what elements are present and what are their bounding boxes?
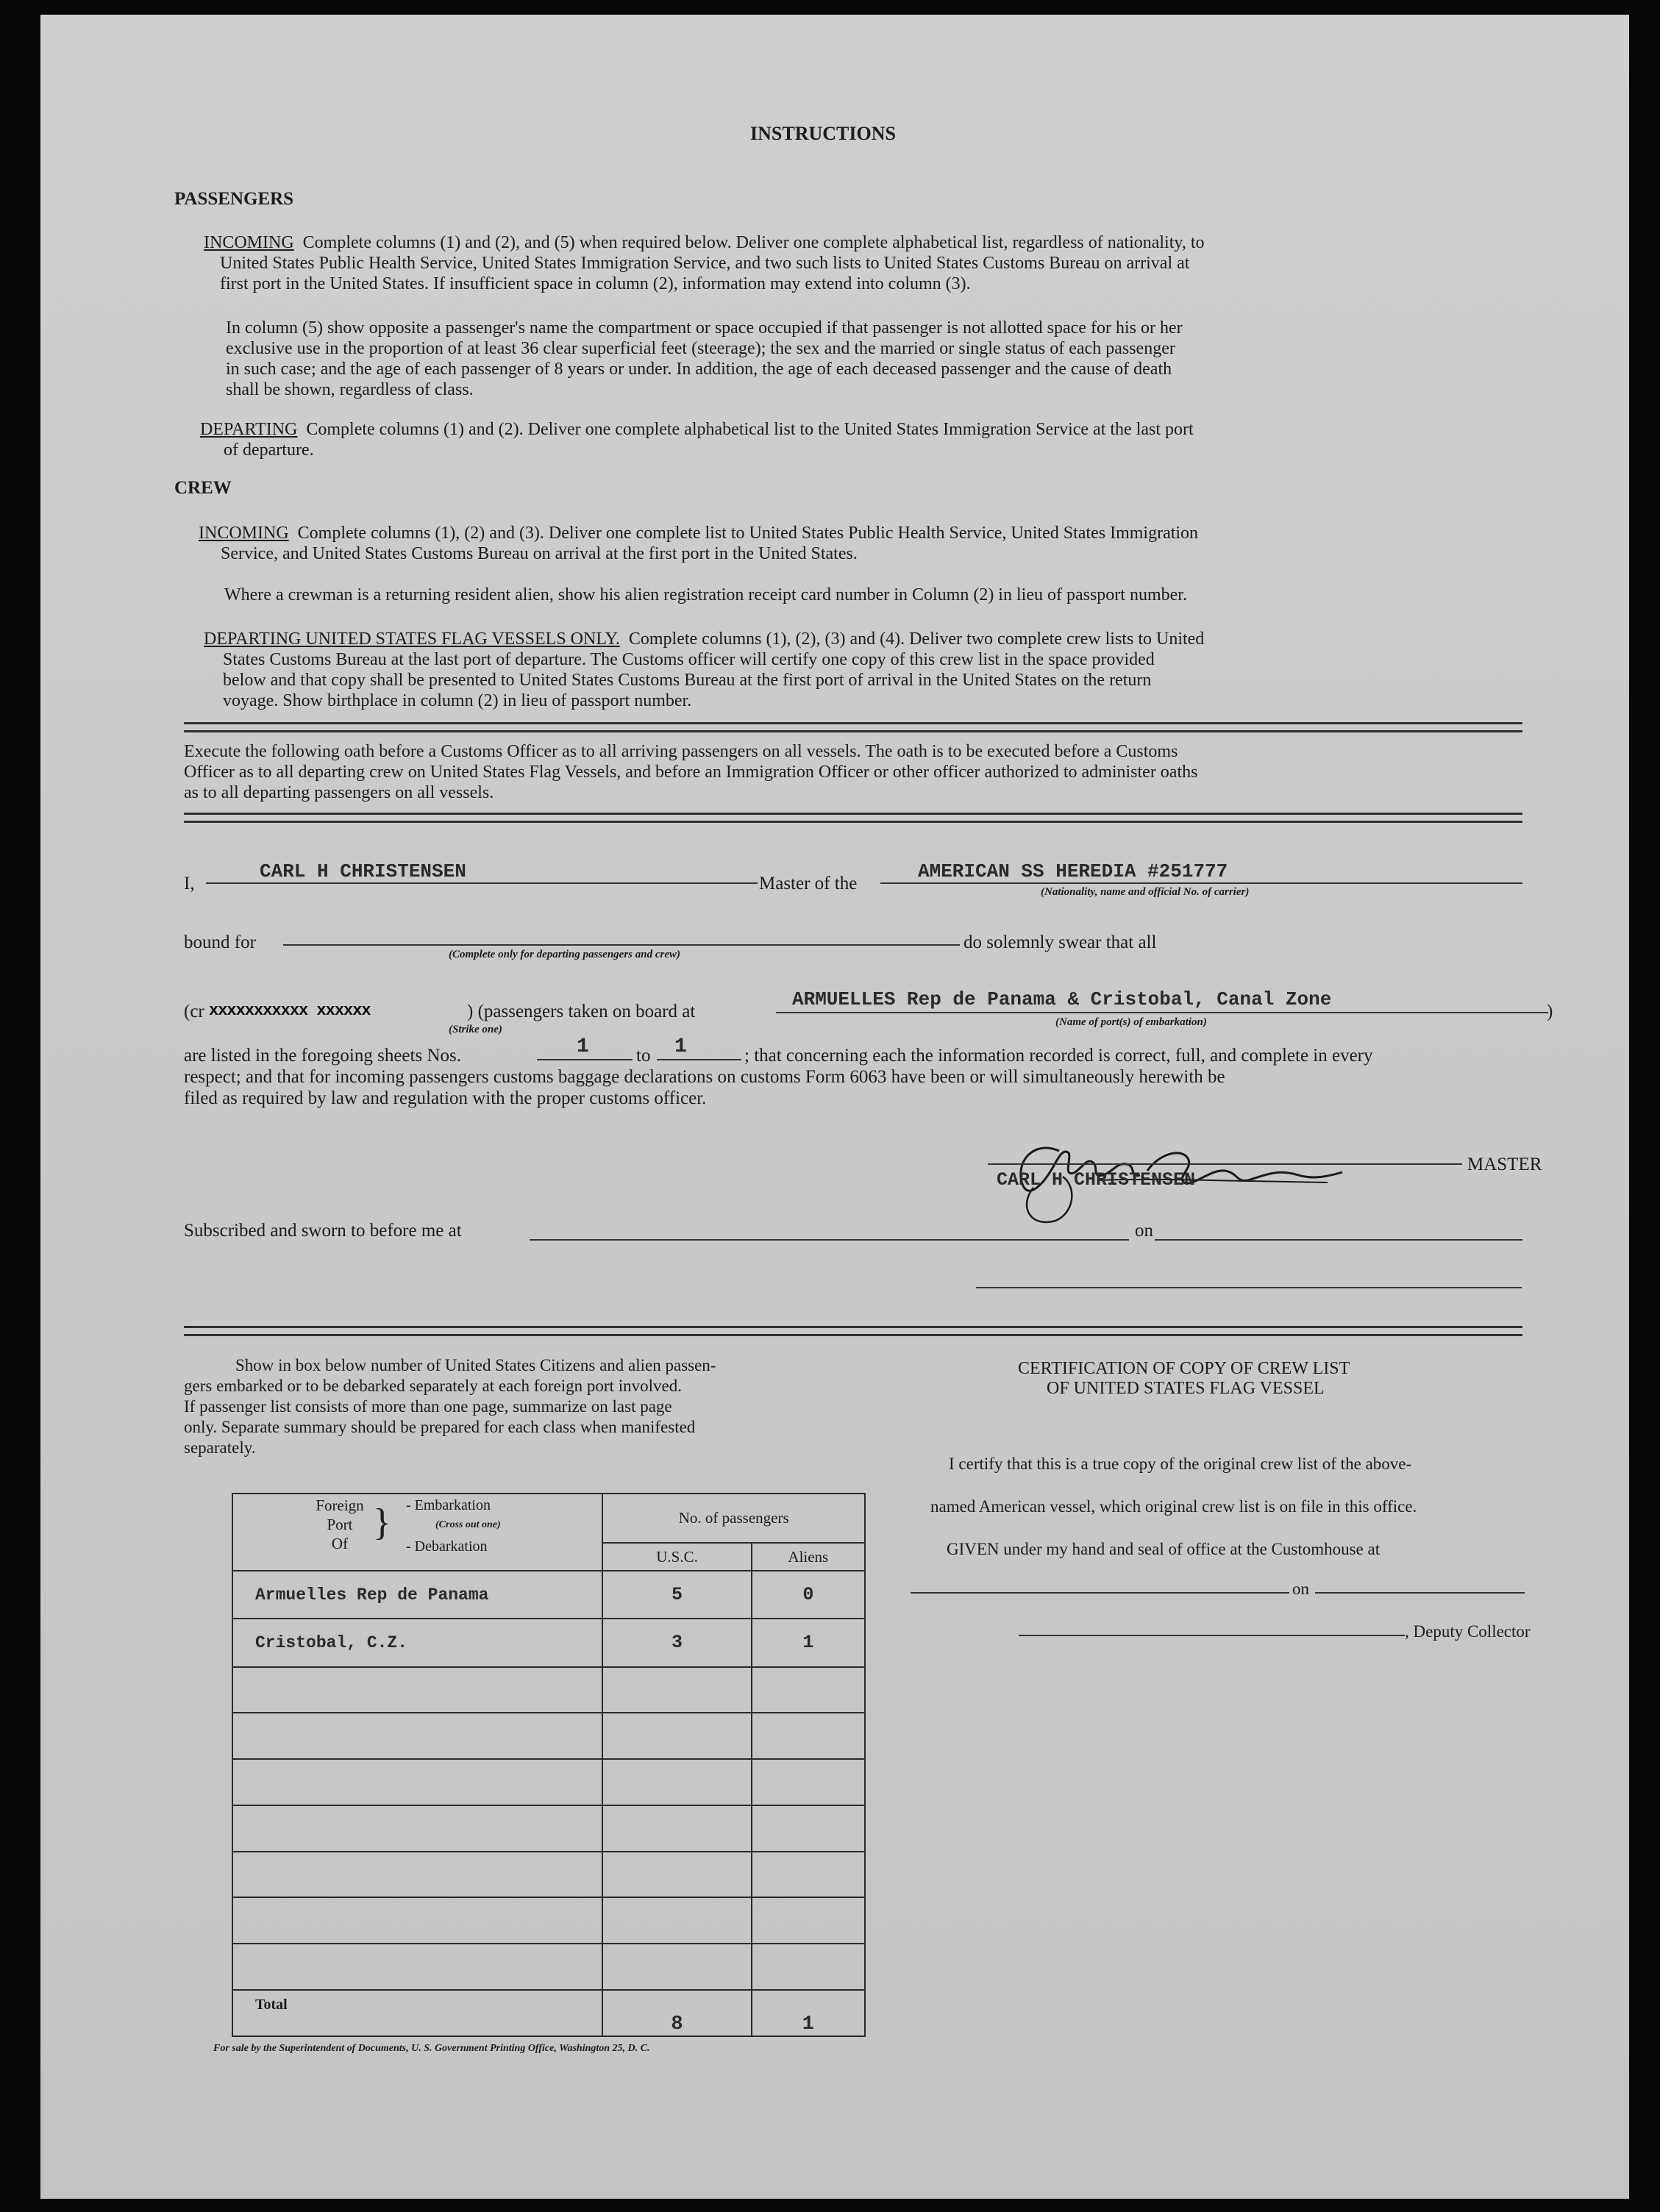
port-cell[interactable] [232, 1897, 602, 1944]
sheet-from-underline [537, 1059, 633, 1060]
bound-caption: (Complete only for departing passengers and crew) [449, 949, 680, 960]
cert-date-underline[interactable] [1315, 1592, 1525, 1594]
aliens-header: Aliens [752, 1543, 865, 1571]
incoming-text: Complete columns (1) and (2), and (5) when required below. Deliver one complete alphabetical list, regardless of nationality, to [302, 233, 1205, 252]
double-rule [184, 1326, 1522, 1336]
crew-incoming-label: INCOMING [199, 524, 289, 543]
port-cell[interactable]: Cristobal, C.Z. [232, 1619, 602, 1666]
vessel-underline [880, 882, 1522, 884]
embarkation-label[interactable]: - Embarkation [406, 1497, 491, 1513]
master-label: MASTER [1467, 1155, 1542, 1174]
certification-title: CERTIFICATION OF COPY OF CREW LIST [1018, 1359, 1350, 1378]
page-title: INSTRUCTIONS [750, 123, 896, 144]
cert-on-label: on [1292, 1580, 1309, 1598]
usc-cell[interactable] [602, 1805, 751, 1852]
form-page [40, 15, 1629, 2199]
strike-caption: (Strike one) [449, 1024, 502, 1035]
passengers-heading: PASSENGERS [174, 189, 294, 209]
crew-resident-text: Where a crewman is a returning resident alien, show his alien registration receipt card number in Column (2) in lieu of passport number. [224, 585, 1187, 604]
foreign-port-label: Foreign [316, 1496, 364, 1514]
sheet-to-underline [657, 1059, 741, 1060]
oath-instruction-line: Officer as to all departing crew on United States Flag Vessels, and before an Immigration Officer or other officer authorized to administer oaths [184, 763, 1198, 782]
foreign-port-label: Of [331, 1535, 349, 1552]
vessel-caption: (Nationality, name and official No. of carrier) [1041, 886, 1250, 898]
aliens-cell[interactable]: 1 [752, 1619, 865, 1666]
passengers-departing-para [200, 419, 1194, 460]
crew-departing-text: below and that copy shall be presented to United States Customs Bureau at the first port of arrival in the United States on the return [223, 671, 1152, 690]
customhouse-underline[interactable] [911, 1592, 1289, 1594]
summary-instruction-line: gers embarked or to be debarked separately at each foreign port involved. [184, 1377, 682, 1395]
table-row [232, 1944, 865, 1990]
total-label: Total [232, 1990, 602, 2036]
listed-text-2: ; that concerning each the information recorded is correct, full, and complete in every [744, 1046, 1373, 1066]
departing-text: Complete columns (1) and (2). Deliver one complete alphabetical list to the United States Immigration Service at the last port [306, 420, 1194, 439]
summary-instruction-line: separately. [184, 1438, 256, 1457]
port-field[interactable]: ARMUELLES Rep de Panama & Cristobal, Canal Zone [792, 988, 1332, 1010]
double-rule [184, 813, 1522, 823]
departing-text: of departure. [224, 440, 314, 460]
signature-typed-name: CARL H CHRISTENSEN [997, 1169, 1196, 1191]
crew-departing-text: Complete columns (1), (2), (3) and (4). Deliver two complete crew lists to United [628, 629, 1205, 649]
debarkation-label[interactable]: - Debarkation [406, 1538, 488, 1555]
master-name-underline [206, 882, 758, 884]
respect-text: respect; and that for incoming passengers customs baggage declarations on customs Form 6063 have been or will simultaneously herewith be [184, 1067, 1225, 1087]
port-caption: (Name of port(s) of embarkation) [1055, 1016, 1207, 1028]
aliens-cell[interactable] [752, 1944, 865, 1990]
certification-text: GIVEN under my hand and seal of office at the Customhouse at [947, 1540, 1381, 1558]
certification-subtitle: OF UNITED STATES FLAG VESSEL [1047, 1379, 1325, 1398]
usc-cell[interactable]: 5 [602, 1571, 751, 1619]
port-cell[interactable] [232, 1852, 602, 1898]
port-cell[interactable] [232, 1805, 602, 1852]
master-name-field[interactable]: CARL H CHRISTENSEN [260, 860, 466, 882]
table-row [232, 1759, 865, 1805]
no-of-passengers-header: No. of passengers [602, 1494, 865, 1543]
brace-glyph: } [373, 1502, 391, 1544]
col5-text: exclusive use in the proportion of at least 36 clear superficial feet (steerage); the sex and the married or single status of each passenger [226, 339, 1175, 358]
summary-instruction-line: If passenger list consists of more than one page, summarize on last page [184, 1397, 672, 1416]
sheet-from-field[interactable]: 1 [577, 1035, 589, 1058]
total-usc-cell[interactable]: 8 [602, 1990, 751, 2036]
aliens-cell[interactable] [752, 1852, 865, 1898]
crew-departing-text: States Customs Bureau at the last port of departure. The Customs officer will certify one copy of this crew list in the space provided [223, 650, 1155, 669]
table-row [232, 1713, 865, 1759]
usc-cell[interactable] [602, 1944, 751, 1990]
table-row [232, 1667, 865, 1713]
listed-text: are listed in the foregoing sheets Nos. [184, 1046, 461, 1066]
deputy-collector-label: , Deputy Collector [1405, 1622, 1531, 1641]
aliens-cell[interactable] [752, 1667, 865, 1713]
bound-for-label: bound for [184, 932, 256, 952]
certification-text: I certify that this is a true copy of the original crew list of the above- [949, 1455, 1412, 1473]
aliens-cell[interactable] [752, 1805, 865, 1852]
port-cell[interactable] [232, 1944, 602, 1990]
table-row [232, 1897, 865, 1944]
close-paren: ) [1547, 1002, 1553, 1021]
subscribed-label: Subscribed and sworn to before me at [184, 1221, 462, 1241]
oath-i-label: I, [184, 874, 195, 893]
double-rule [184, 722, 1522, 732]
incoming-text: United States Public Health Service, United States Immigration Service, and two such lists to United States Customs Bureau on arrival at [220, 254, 1190, 273]
summary-instruction-line: only. Separate summary should be prepared for each class when manifested [184, 1418, 696, 1436]
signature-underline [988, 1163, 1462, 1165]
summary-instruction-line: Show in box below number of United States Citizens and alien passen- [235, 1356, 716, 1374]
certification-text: named American vessel, which original crew list is on file in this office. [930, 1497, 1417, 1516]
crew-departing-label: DEPARTING UNITED STATES FLAG VESSELS ONLY. [204, 629, 620, 649]
swear-text: do solemnly swear that all [963, 932, 1157, 952]
officer-signature-underline[interactable] [976, 1287, 1522, 1288]
footer-note: For sale by the Superintendent of Documents, U. S. Government Printing Office, Washington 25, D. C. [213, 2043, 650, 2054]
total-aliens-cell[interactable]: 1 [752, 1990, 865, 2036]
vessel-field[interactable]: AMERICAN SS HEREDIA #251777 [918, 860, 1228, 882]
col5-text: in such case; and the age of each passenger of 8 years or under. In addition, the age of each deceased passenger and the cause of death [226, 360, 1172, 379]
incoming-label: INCOMING [204, 233, 294, 252]
struck-text: xxxxxxxxxxx xxxxxx [209, 1002, 371, 1020]
port-underline [776, 1012, 1548, 1013]
col5-text: In column (5) show opposite a passenger's name the compartment or space occupied if that passenger is not allotted space for his or her [226, 318, 1183, 338]
foreign-port-label: Port [327, 1516, 353, 1533]
crew-heading: CREW [174, 478, 232, 498]
passenger-summary-table [232, 1493, 866, 2037]
filed-text: filed as required by law and regulation with the proper customs officer. [184, 1088, 707, 1108]
passengers-taken-text: ) (passengers taken on board at [467, 1002, 696, 1021]
usc-cell[interactable] [602, 1713, 751, 1759]
table-row [232, 1619, 865, 1666]
oath-instruction-line: Execute the following oath before a Customs Officer as to all arriving passengers on all vessels. The oath is to be executed before a Customs [184, 742, 1178, 761]
master-of-label: Master of the [759, 874, 858, 893]
crew-departing-para [204, 629, 1204, 711]
bound-for-underline [283, 944, 960, 946]
usc-cell[interactable] [602, 1667, 751, 1713]
table-row [232, 1852, 865, 1898]
port-cell[interactable] [232, 1759, 602, 1805]
port-header-cell [232, 1494, 602, 1571]
crew-incoming-text: Service, and United States Customs Bureau on arrival at the first port in the United States. [221, 544, 858, 563]
on-label: on [1135, 1221, 1153, 1241]
crew-departing-text: voyage. Show birthplace in column (2) in lieu of passport number. [223, 691, 692, 710]
departing-label: DEPARTING [200, 420, 298, 439]
aliens-cell[interactable] [752, 1759, 865, 1805]
column5-para [226, 318, 1183, 400]
usc-cell[interactable] [602, 1759, 751, 1805]
open-paren: (cr [184, 1002, 204, 1021]
table-row [232, 1805, 865, 1852]
usc-header: U.S.C. [602, 1543, 751, 1571]
aliens-cell[interactable] [752, 1713, 865, 1759]
passengers-incoming-para [204, 232, 1205, 294]
sworn-at-underline[interactable] [530, 1239, 1129, 1241]
deputy-collector-underline[interactable] [1019, 1635, 1405, 1636]
aliens-cell[interactable]: 0 [752, 1571, 865, 1619]
total-row [232, 1990, 865, 2036]
port-cell[interactable] [232, 1713, 602, 1759]
aliens-cell[interactable] [752, 1897, 865, 1944]
oath-instruction-line: as to all departing passengers on all vessels. [184, 783, 494, 802]
incoming-text: first port in the United States. If insufficient space in column (2), information may extend into column (3). [220, 274, 971, 293]
col5-text: shall be shown, regardless of class. [226, 380, 474, 399]
cross-out-caption: (Cross out one) [435, 1519, 501, 1530]
oath-instructions [184, 741, 1197, 803]
summary-instructions [184, 1355, 716, 1458]
to-label: to [636, 1046, 651, 1066]
usc-cell[interactable]: 3 [602, 1619, 751, 1666]
crew-incoming-para [199, 523, 1198, 564]
crew-incoming-text: Complete columns (1), (2) and (3). Deliver one complete list to United States Public Health Service, United States Immigration [297, 524, 1199, 543]
usc-cell[interactable] [602, 1897, 751, 1944]
sworn-on-underline[interactable] [1155, 1239, 1522, 1241]
usc-cell[interactable] [602, 1852, 751, 1898]
port-cell[interactable] [232, 1667, 602, 1713]
port-cell[interactable]: Armuelles Rep de Panama [232, 1571, 602, 1619]
table-row [232, 1571, 865, 1619]
sheet-to-field[interactable]: 1 [674, 1035, 687, 1058]
